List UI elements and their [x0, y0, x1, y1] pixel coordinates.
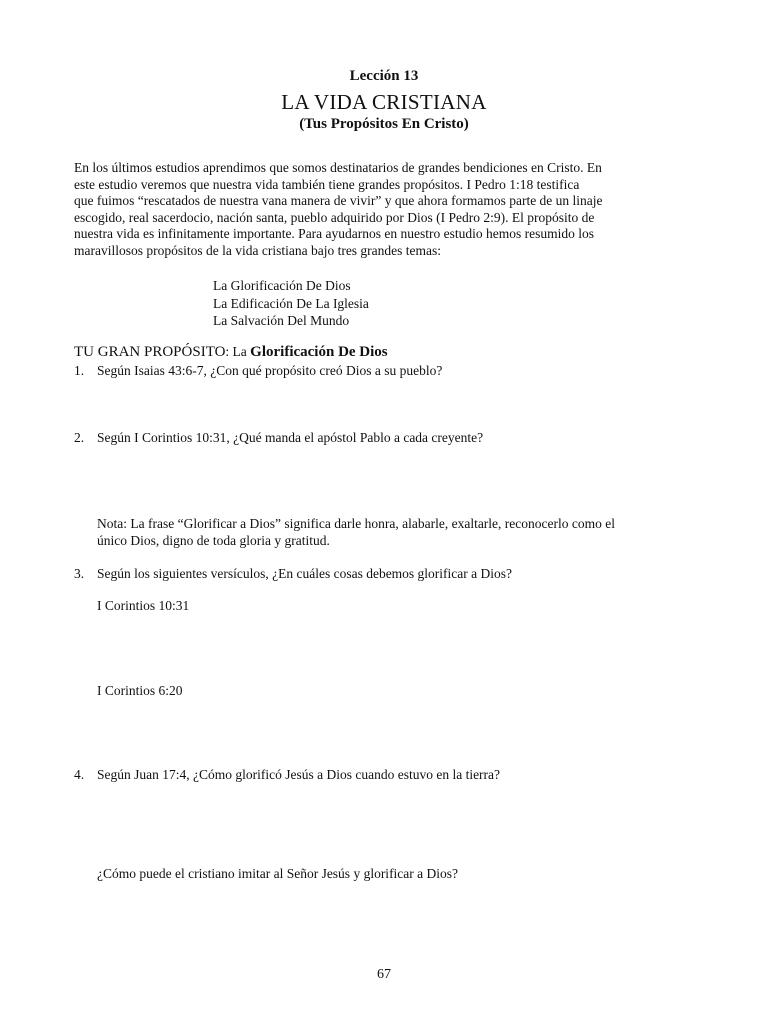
intro-line: maravillosos propósitos de la vida cristiana bajo tres grandes temas:: [74, 242, 442, 258]
section-heading-connector: : La: [225, 344, 251, 359]
question-number: 2.: [74, 430, 85, 445]
intro-line: que fuimos “rescatados de nuestra vana manera de vivir” y que ahora formamos parte de un linaje: [74, 193, 603, 209]
theme-item: La Edificación De La Iglesia: [213, 295, 369, 311]
theme-item: La Glorificación De Dios: [213, 278, 351, 293]
question-number: 1.: [74, 363, 85, 378]
intro-line: En los últimos estudios aprendimos que somos destinatarios de grandes bendiciones en Cristo. En: [74, 160, 602, 175]
section-heading-prefix: TU GRAN PROPÓSITO: [74, 344, 226, 360]
themes-list: [213, 277, 369, 330]
intro-line: nuestra vida es infinitamente importante. Para ayudarnos en nuestro estudio hemos resumido los: [74, 226, 595, 242]
page-subtitle: (Tus Propósitos En Cristo): [299, 116, 469, 132]
page-number: 67: [377, 967, 391, 982]
verse-reference: I Corintios 6:20: [97, 683, 183, 698]
page-title: LA VIDA CRISTIANA: [281, 90, 487, 114]
question-text: Según I Corintios 10:31, ¿Qué manda el apóstol Pablo a cada creyente?: [97, 430, 484, 445]
question-text: Según Juan 17:4, ¿Cómo glorificó Jesús a Dios cuando estuvo en la tierra?: [97, 767, 501, 782]
note-line: único Dios, digno de toda gloria y gratitud.: [97, 533, 330, 548]
question-text: Según los siguientes versículos, ¿En cuáles cosas debemos glorificar a Dios?: [97, 566, 513, 581]
note-paragraph: [97, 515, 615, 549]
question-number: 3.: [74, 566, 85, 581]
theme-item: La Salvación Del Mundo: [213, 313, 350, 328]
intro-line: escogido, real sacerdocio, nación santa, pueblo adquirido por Dios (I Pedro 2:9). El propósito de: [74, 209, 595, 225]
note-line: Nota: La frase “Glorificar a Dios” significa darle honra, alabarle, exaltarle, reconocerlo como el: [97, 516, 615, 531]
intro-paragraph: [74, 160, 684, 260]
question-number: 4.: [74, 767, 85, 782]
question-text: Según Isaias 43:6-7, ¿Con qué propósito creó Dios a su pueblo?: [97, 363, 443, 378]
intro-line: este estudio veremos que nuestra vida también tiene grandes propósitos. I Pedro 1:18 testifica: [74, 176, 580, 192]
verse-reference: I Corintios 10:31: [97, 598, 190, 613]
lesson-number: Lección 13: [349, 68, 419, 84]
section-heading-topic: Glorificación De Dios: [250, 344, 388, 360]
section-heading: [74, 344, 388, 361]
followup-question: ¿Cómo puede el cristiano imitar al Señor Jesús y glorificar a Dios?: [97, 866, 459, 881]
